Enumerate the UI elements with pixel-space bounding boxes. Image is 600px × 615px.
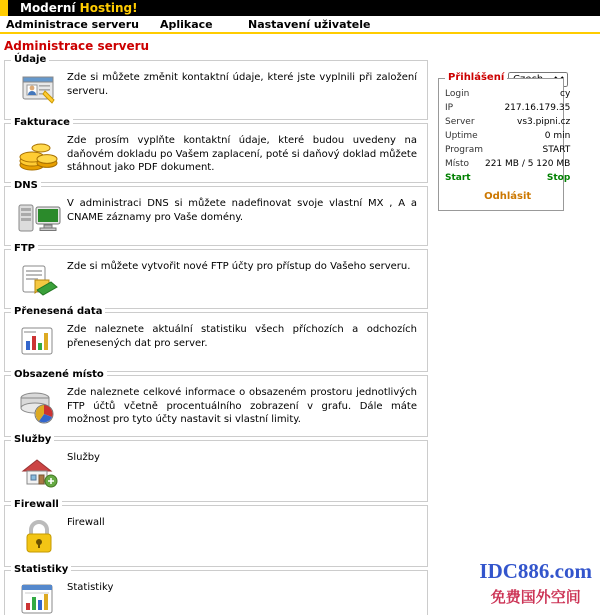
dns-server-icon <box>11 193 67 237</box>
section-sluzby[interactable] <box>4 434 428 502</box>
section-desc-firewall: Firewall <box>67 517 105 528</box>
nav-item-aplikace[interactable]: Aplikace <box>160 18 213 31</box>
section-ftp[interactable] <box>4 243 428 309</box>
section-desc-fakturace: Zde prosím vyplňte kontaktní údaje, které budou uvedeny na daňovém dokladu po Vašem zaplacení, poté si daňový doklad můžete stáhnout jako PDF dokument. <box>67 135 417 173</box>
server-value: vs3.pipni.cz <box>517 117 571 127</box>
section-prenesena-data[interactable] <box>4 306 428 372</box>
nav-item-administrace[interactable]: Administrace serveru <box>6 18 140 31</box>
brand-accent-strip <box>0 0 8 16</box>
section-legend-fakturace: Fakturace <box>11 117 73 128</box>
table-row <box>444 143 571 157</box>
login-info-table <box>444 87 571 204</box>
program-key: Program <box>445 145 483 155</box>
login-value: cy <box>560 89 571 99</box>
section-legend-obsazene-misto: Obsazené místo <box>11 369 107 380</box>
logout-cell <box>444 185 571 204</box>
start-button[interactable]: Start <box>445 173 471 183</box>
table-row <box>444 87 571 101</box>
section-firewall[interactable] <box>4 499 428 567</box>
section-legend-udaje: Údaje <box>11 54 49 65</box>
section-dns[interactable] <box>4 180 428 246</box>
section-desc-sluzby: Služby <box>67 452 100 463</box>
uptime-value: 0 min <box>544 131 571 141</box>
section-desc-dns: V administraci DNS si můžete nadefinovat svoje vlastní MX , A a CNAME záznamy pro Vaše domény. <box>67 198 417 223</box>
content-column <box>0 34 432 615</box>
table-row <box>444 157 571 171</box>
main-navigation <box>0 16 600 34</box>
page-body <box>0 34 600 615</box>
ftp-folder-icon <box>11 256 67 298</box>
transfer-chart-icon <box>11 319 67 361</box>
section-desc-statistiky: Statistiky <box>67 582 114 593</box>
misto-key: Místo <box>445 159 469 169</box>
table-row-actions <box>444 171 571 185</box>
section-statistiky[interactable] <box>4 564 428 615</box>
section-legend-dns: DNS <box>11 180 41 191</box>
section-legend-ftp: FTP <box>11 243 38 254</box>
stop-button[interactable]: Stop <box>546 173 571 183</box>
table-row <box>444 115 571 129</box>
section-udaje[interactable] <box>4 54 428 120</box>
login-panel <box>438 72 571 211</box>
program-value: START <box>542 145 571 155</box>
section-obsazene-misto[interactable] <box>4 369 428 437</box>
watermark <box>479 559 592 607</box>
ip-key: IP <box>445 103 454 113</box>
section-desc-udaje: Zde si můžete změnit kontaktní údaje, které jste vyplnili při založení serveru. <box>67 72 417 97</box>
uptime-key: Uptime <box>445 131 478 141</box>
logo-word-2: Hosting! <box>79 1 138 15</box>
section-fakturace[interactable] <box>4 117 428 183</box>
brand-bar <box>0 0 600 16</box>
services-house-icon <box>11 447 67 491</box>
ip-value: 217.16.179.35 <box>504 103 571 113</box>
section-desc-ftp: Zde si můžete vytvořit nové FTP účty pro přístup do Vašeho serveru. <box>67 261 411 272</box>
firewall-lock-icon <box>11 512 67 556</box>
watermark-line-2: 免费国外空间 <box>490 588 581 606</box>
disk-pie-icon <box>11 382 67 426</box>
contact-card-icon <box>11 67 67 107</box>
nav-item-nastaveni-uzivatele[interactable]: Nastavení uživatele <box>248 18 371 31</box>
section-desc-prenesena-data: Zde naleznete aktuální statistiku všech příchozích a odchozích přenesených dat pro server. <box>67 324 417 349</box>
section-desc-obsazene-misto: Zde naleznete celkové informace o obsazeném prostoru jednotlivých FTP účtů včetně procentuálního zobrazení v grafu. Dále máte možnost pro tyto účty nastavit si vlastní limity. <box>67 387 417 425</box>
watermark-line-1: IDC886.com <box>479 559 592 583</box>
section-legend-firewall: Firewall <box>11 499 62 510</box>
misto-value: 221 MB / 5 120 MB <box>484 159 571 169</box>
login-panel-legend: Přihlášení <box>445 72 507 83</box>
page-title: Administrace serveru <box>4 39 150 53</box>
site-logo <box>20 1 138 15</box>
table-row <box>444 129 571 143</box>
coins-icon <box>11 130 67 174</box>
statistics-icon <box>11 577 67 615</box>
section-legend-prenesena-data: Přenesená data <box>11 306 105 317</box>
section-legend-sluzby: Služby <box>11 434 54 445</box>
server-key: Server <box>445 117 475 127</box>
section-legend-statistiky: Statistiky <box>11 564 71 575</box>
table-row-logout <box>444 185 571 204</box>
logo-word-1: Moderní <box>20 1 80 15</box>
table-row <box>444 101 571 115</box>
login-key: Login <box>445 89 470 99</box>
logout-link[interactable]: Odhlásit <box>484 191 532 202</box>
